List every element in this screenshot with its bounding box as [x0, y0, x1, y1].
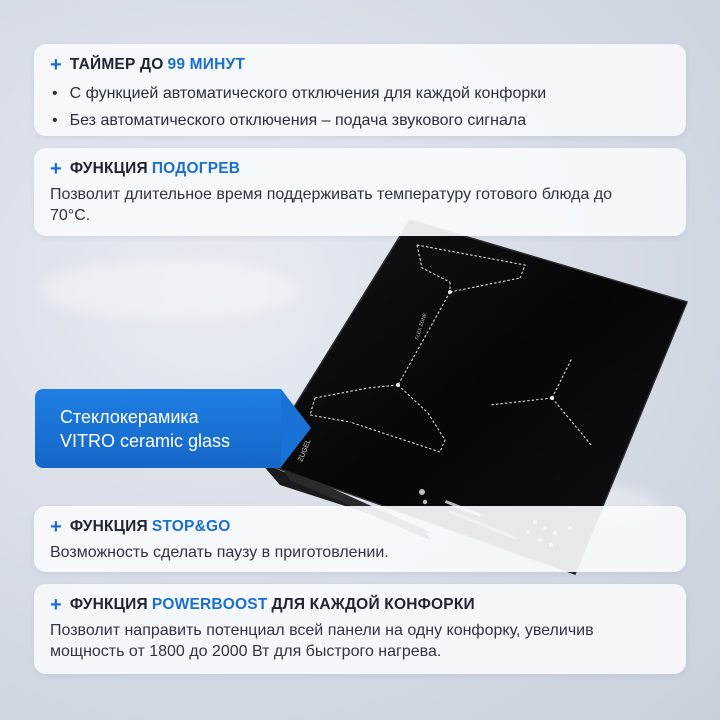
flex-zone-mark: FLEX ZONE	[414, 312, 429, 341]
list-item	[50, 107, 670, 134]
title-suffix: ДЛЯ КАЖДОЙ КОНФОРКИ	[271, 596, 475, 613]
bullet-text: С функцией автоматического отключения для каждой конфорки	[69, 85, 547, 102]
powerboost-card-body: Позволит направить потенциал всей панели на одну конфорку, увеличив мощность от 1800 до 2000 Вт для быстрого нагрева.	[50, 622, 594, 660]
title-prefix: ФУНКЦИЯ	[69, 596, 148, 613]
plus-icon: +	[50, 54, 62, 76]
stopgo-card-body: Возможность сделать паузу в приготовлении.	[50, 544, 389, 561]
badge-line-en: VITRO ceramic glass	[60, 431, 231, 451]
title-accent: POWERBOOST	[151, 596, 268, 613]
title-accent: ПОДОГРЕВ	[151, 160, 241, 177]
bullet-icon: •	[52, 85, 58, 102]
bullet-text: Без автоматического отключения – подача звукового сигнала	[69, 112, 527, 129]
timer-card-title	[50, 54, 670, 76]
timer-bullet-list	[50, 80, 670, 134]
warm-function-card	[34, 148, 686, 236]
powerboost-card-title	[50, 594, 670, 616]
plus-icon: +	[50, 594, 62, 616]
bullet-icon: •	[52, 112, 58, 129]
glass-material-badge	[35, 389, 281, 468]
plus-icon: +	[50, 158, 62, 180]
timer-card	[34, 44, 686, 136]
warm-card-body: Позволит длительное время поддерживать температуру готового блюда до 70°C.	[50, 186, 613, 224]
stopgo-card	[34, 506, 686, 572]
title-prefix: ФУНКЦИЯ	[69, 518, 148, 535]
title-prefix: ТАЙМЕР ДО	[69, 56, 164, 73]
list-item	[50, 80, 670, 107]
warm-card-title	[50, 158, 670, 180]
title-accent: STOP&GO	[151, 518, 231, 535]
stopgo-card-title	[50, 516, 670, 538]
powerboost-card	[34, 584, 686, 674]
badge-line-ru: Стеклокерамика	[60, 407, 199, 427]
title-accent: 99 МИНУТ	[167, 56, 246, 73]
title-prefix: ФУНКЦИЯ	[69, 160, 148, 177]
plus-icon: +	[50, 516, 62, 538]
